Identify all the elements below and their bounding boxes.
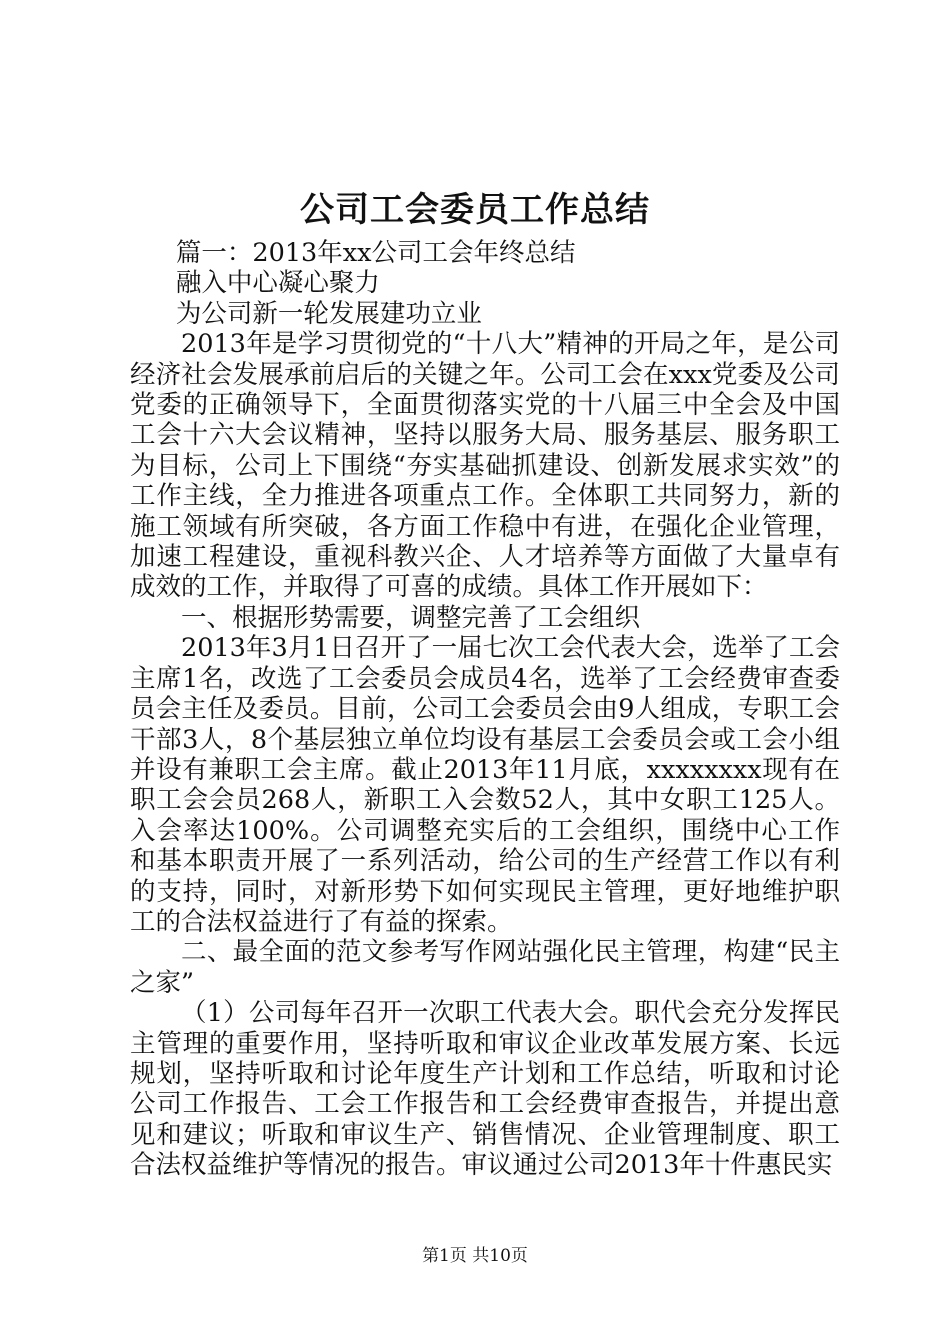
subtitle-line: 融入中心凝心聚力 xyxy=(175,268,380,299)
section-heading: 一、根据形势需要，调整完善了工会组织 xyxy=(181,602,641,633)
page-footer: 第1页 共10页 xyxy=(422,1246,528,1266)
body-paragraph: 2013年3月1日召开了一届七次工会代表大会，选举了工会主席1名，改选了工会委员会成员4名，选举了工会经费审查委员会主任及委员。目前，公司工会委员会由9人组成，专职工会干部3人，8个基层独立单位均设有基层工会委员会或工会小组并设有兼职工会主席。截止2013年11月底，xxxxxxxx现有在职工会会员268人，新职工入会数52人，其中女职工125人。入会率达100%。公司调整充实后的工会组织，围绕中心工作和基本职责开展了一系列活动，给公司的生产经营工作以有利的支持，同时，对新形势下如何实现民主管理，更好地维护职工的合法权益进行了有益的探索。 xyxy=(130,633,840,937)
subtitle-line: 为公司新一轮发展建功立业 xyxy=(175,298,482,329)
body-paragraph: （1）公司每年召开一次职工代表大会。职代会充分发挥民主管理的重要作用，坚持听取和审议企业改革发展方案、长远规划，坚持听取和讨论年度生产计划和工作总结，听取和讨论公司工作报告、工会工作报告和工会经费审查报告，并提出意见和建议；听取和审议生产、销售情况、企业管理制度、职工合法权益维护等情况的报告。审议通过公司2013年十件惠民实 xyxy=(130,998,840,1181)
section-heading: 二、最全面的范文参考写作网站强化民主管理，构建“民主之家” xyxy=(130,937,840,998)
document-body xyxy=(130,238,840,1181)
document-title: 公司工会委员工作总结 xyxy=(300,190,650,230)
subtitle-line: 篇一：2013年xx公司工会年终总结 xyxy=(175,238,576,268)
body-paragraph: 2013年是学习贯彻党的“十八大”精神的开局之年，是公司经济社会发展承前启后的关键之年。公司工会在xxx党委及公司党委的正确领导下，全面贯彻落实党的十八届三中全会及中国工会十六大会议精神，坚持以服务大局、服务基层、服务职工为目标，公司上下围绕“夯实基础抓建设、创新发展求实效”的工作主线，全力推进各项重点工作。全体职工共同努力，新的施工领域有所突破，各方面工作稳中有进，在强化企业管理，加速工程建设，重视科教兴企、人才培养等方面做了大量卓有成效的工作，并取得了可喜的成绩。具体工作开展如下： xyxy=(130,329,840,603)
